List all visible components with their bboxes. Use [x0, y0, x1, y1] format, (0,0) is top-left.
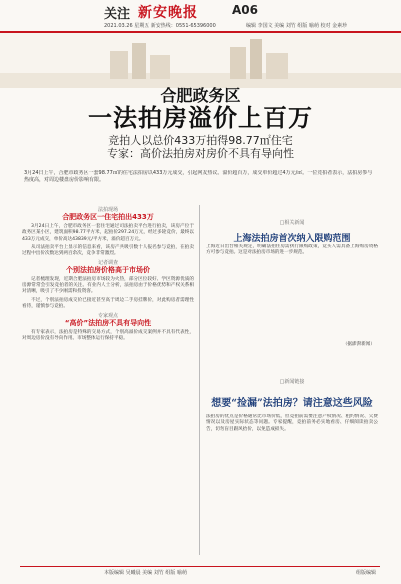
- footer-credits: 本版编辑 吴曦晨 美编 刘竹 组版 喻萌: [104, 570, 187, 576]
- related-news-source: （据澎湃新闻）: [342, 342, 375, 347]
- section-label: 法拍现场: [97, 207, 118, 213]
- news-link-headline: 想要“捡漏”法拍房？请注意这些风险: [211, 398, 373, 409]
- news-link-label: □新闻链接: [279, 379, 305, 385]
- section-label: 专家观点: [97, 312, 118, 319]
- news-link-body: 法拍房的优点是价格通常比市场价低，但竞拍前需要注意产权情况、租约情况、欠费情况以及房屋实际状态等问题。专家提醒，竞拍前务必实地看房、仔细阅读拍卖公告，切勿盲目跟风抬价，以免造成损失。: [206, 414, 378, 432]
- subheadline-1: 竞拍人以总价433万拍得98.77㎡住宅: [108, 134, 293, 147]
- page-number: A06: [232, 3, 258, 17]
- footer-rule: [20, 566, 380, 567]
- skyline-illustration: [0, 33, 401, 88]
- column-divider: [199, 205, 200, 555]
- section-headline: 合肥政务区一住宅拍出433万: [62, 213, 154, 222]
- newspaper-logo: 新安晚报: [138, 5, 198, 21]
- section-headline: 个别法拍房价格高于市场价: [66, 266, 150, 275]
- related-news-headline: 上海法拍房首次纳入限购范围: [233, 234, 351, 244]
- left-column: [22, 205, 194, 560]
- subheadline-2: 专家：高价法拍房对房价不具有导向性: [107, 147, 294, 160]
- masthead: [0, 0, 401, 22]
- hero-banner: [0, 33, 401, 88]
- body-paragraph: 记者梳理发现，近期合肥法拍房市场较为火热，部分区位较好、学区资源优质的房源常常会引发竞拍者的关注。有业内人士分析，法拍房由于价格优势和产权关系相对清晰，吸引了不少刚需和投资客。: [22, 276, 194, 295]
- headline-kicker: 合肥政务区: [160, 86, 241, 105]
- section-name: 关注: [104, 7, 131, 22]
- body-paragraph: 有专家表示，法拍房是特殊的交易方式，个别高溢价成交案例并不具有代表性，对周边房价没有导向作用。市场整体运行保持平稳。: [22, 329, 194, 341]
- related-news-body: 上海近日出台相关规定，明确法拍住房需执行限购政策，竞买人需具备上海购房资格方可参与竞拍。这是对法拍房市场的进一步规范。: [206, 244, 378, 256]
- date-line: 2021.03.26 星期五 新安热线：0551-65396000: [104, 23, 216, 29]
- related-news-label: □相关新闻: [279, 220, 305, 226]
- lead-paragraph: 3月24日上午，合肥市政务区一套98.77㎡的住宅法拍房以433万元成交，引起网友热议。溢价超百万，成交单价超过4万元/㎡。一位竞拍者表示，法拍房参与热度高，对周边楼盘房价影响有限。: [24, 170, 373, 183]
- main-headline: 一法拍房溢价上百万: [88, 103, 313, 132]
- body-paragraph: 3月24日上午，合肥市政务区一套住宅通过司法拍卖平台进行拍卖，该房产位于政务区某小区，建筑面积98.77平方米，起拍价297.24万元，经过多轮竞价，最终以433万元成交，单价高达43839元/平方米，溢价超百万元。: [22, 223, 194, 242]
- body-paragraph: 从司法拍卖平台上显示的信息来看，该房产共吸引数十人报名参与竞拍，在拍卖过程中出价次数达到两百余次，竞争非常激烈。: [22, 245, 194, 257]
- section-label: 记者调查: [97, 259, 118, 266]
- footer-right: 组版编辑: [356, 570, 377, 576]
- editor-line: 编辑 李国文 美编 刘竹 组版 喻萌 校对 金素珍: [246, 23, 348, 29]
- section-headline: “高价”法拍房不具有导向性: [64, 319, 152, 328]
- body-paragraph: 不过，个别法拍房成交价已接近甚至高于周边二手房挂牌价，对此购房者需理性看待，谨慎参与竞拍。: [22, 297, 194, 310]
